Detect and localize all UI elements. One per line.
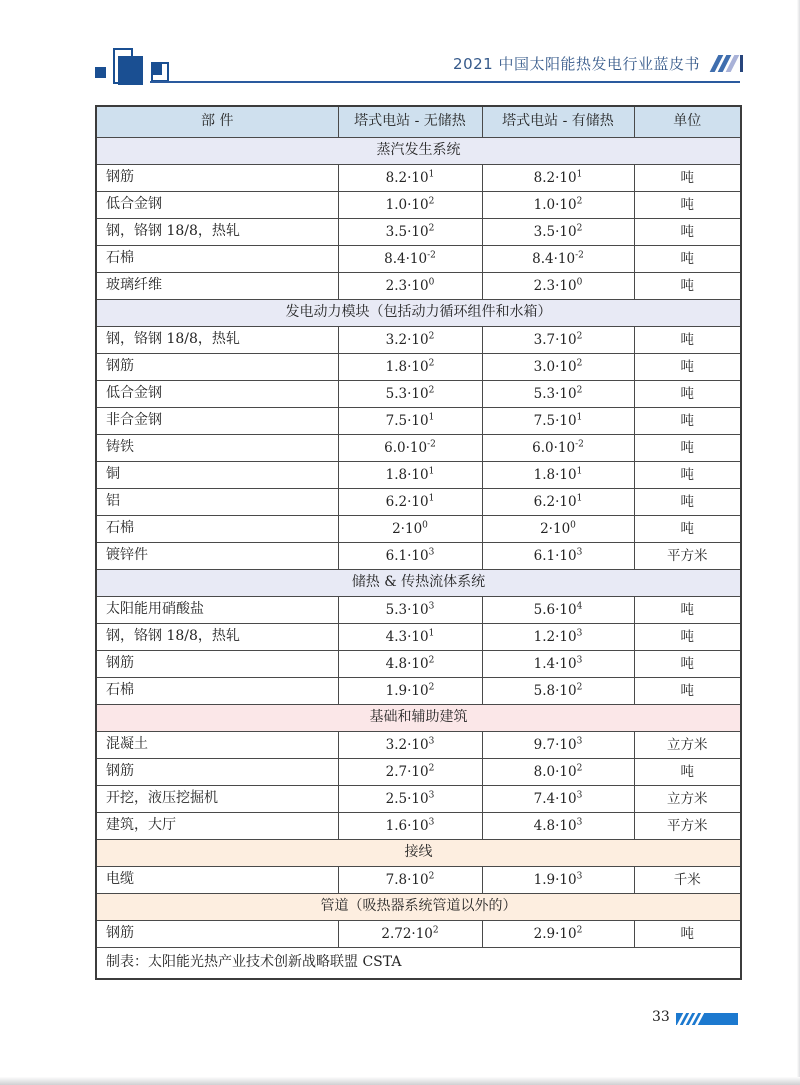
value-no-storage-cell: $8.2\cdot 10^1$ — [338, 165, 482, 192]
unit-cell: 吨 — [634, 678, 741, 705]
value-with-storage-cell: $2.3\cdot 10^0$ — [482, 273, 634, 300]
value-no-storage-cell: $2\cdot 10^0$ — [338, 516, 482, 543]
section-header: 蒸汽发生系统 — [96, 138, 741, 165]
column-header: 塔式电站 - 无储热 — [338, 106, 482, 138]
scan-edge-bottom — [0, 1077, 800, 1085]
materials-table — [95, 105, 742, 980]
value-no-storage-cell: $1.8\cdot 10^1$ — [338, 462, 482, 489]
component-cell: 钢，铬钢 18/8，热轧 — [96, 219, 338, 246]
value-no-storage-cell: $1.6\cdot 10^3$ — [338, 813, 482, 840]
value-no-storage-cell: $7.8\cdot 10^2$ — [338, 867, 482, 894]
table-row — [96, 813, 741, 840]
page-number: 33 — [652, 1009, 670, 1025]
value-with-storage-cell: $8.2\cdot 10^1$ — [482, 165, 634, 192]
unit-cell: 吨 — [634, 489, 741, 516]
unit-cell: 吨 — [634, 759, 741, 786]
striped-bar-icon — [676, 1013, 738, 1025]
value-no-storage-cell: $8.4\cdot 10^{-2}$ — [338, 246, 482, 273]
table-row — [96, 435, 741, 462]
table-row — [96, 867, 741, 894]
header-right — [453, 53, 743, 74]
unit-cell: 吨 — [634, 327, 741, 354]
section-header: 储热 & 传热流体系统 — [96, 570, 741, 597]
unit-cell: 吨 — [634, 354, 741, 381]
value-with-storage-cell: $3.5\cdot 10^2$ — [482, 219, 634, 246]
table-row — [96, 219, 741, 246]
component-cell: 钢筋 — [96, 354, 338, 381]
table-row — [96, 273, 741, 300]
credit-row — [96, 948, 741, 980]
credit-cell: 制表：太阳能光热产业技术创新战略联盟 CSTA — [96, 948, 741, 980]
unit-cell: 吨 — [634, 435, 741, 462]
value-with-storage-cell: $7.5\cdot 10^1$ — [482, 408, 634, 435]
table-body — [96, 138, 741, 948]
section-band-row — [96, 570, 741, 597]
value-no-storage-cell: $3.5\cdot 10^2$ — [338, 219, 482, 246]
table-row — [96, 759, 741, 786]
component-cell: 钢筋 — [96, 165, 338, 192]
table-row — [96, 489, 741, 516]
component-cell: 钢筋 — [96, 651, 338, 678]
column-header: 塔式电站 - 有储热 — [482, 106, 634, 138]
value-with-storage-cell: $8.4\cdot 10^{-2}$ — [482, 246, 634, 273]
value-with-storage-cell: $1.0\cdot 10^2$ — [482, 192, 634, 219]
component-cell: 建筑，大厅 — [96, 813, 338, 840]
section-band-row — [96, 138, 741, 165]
value-with-storage-cell: $5.8\cdot 10^2$ — [482, 678, 634, 705]
table-row — [96, 597, 741, 624]
table-row — [96, 543, 741, 570]
component-cell: 非合金钢 — [96, 408, 338, 435]
unit-cell: 吨 — [634, 624, 741, 651]
section-header: 基础和辅助建筑 — [96, 705, 741, 732]
value-with-storage-cell: $3.7\cdot 10^2$ — [482, 327, 634, 354]
value-with-storage-cell: $4.8\cdot 10^3$ — [482, 813, 634, 840]
section-band-row — [96, 840, 741, 867]
value-no-storage-cell: $2.72\cdot 10^2$ — [338, 921, 482, 948]
value-no-storage-cell: $3.2\cdot 10^2$ — [338, 327, 482, 354]
unit-cell: 平方米 — [634, 543, 741, 570]
value-with-storage-cell: $6.2\cdot 10^1$ — [482, 489, 634, 516]
value-with-storage-cell: $3.0\cdot 10^2$ — [482, 354, 634, 381]
component-cell: 铜 — [96, 462, 338, 489]
unit-cell: 吨 — [634, 381, 741, 408]
value-with-storage-cell: $9.7\cdot 10^3$ — [482, 732, 634, 759]
table-row — [96, 381, 741, 408]
unit-cell: 吨 — [634, 462, 741, 489]
table-row — [96, 921, 741, 948]
component-cell: 开挖，液压挖掘机 — [96, 786, 338, 813]
unit-cell: 吨 — [634, 408, 741, 435]
section-band-row — [96, 894, 741, 921]
unit-cell: 吨 — [634, 597, 741, 624]
table-row — [96, 246, 741, 273]
table-row — [96, 408, 741, 435]
component-cell: 铝 — [96, 489, 338, 516]
component-cell: 铸铁 — [96, 435, 338, 462]
section-band-row — [96, 705, 741, 732]
value-no-storage-cell: $6.2\cdot 10^1$ — [338, 489, 482, 516]
value-with-storage-cell: $1.8\cdot 10^1$ — [482, 462, 634, 489]
table-row — [96, 516, 741, 543]
component-cell: 混凝土 — [96, 732, 338, 759]
table-row — [96, 165, 741, 192]
value-with-storage-cell: $6.0\cdot 10^{-2}$ — [482, 435, 634, 462]
value-no-storage-cell: $2.3\cdot 10^0$ — [338, 273, 482, 300]
component-cell: 低合金钢 — [96, 381, 338, 408]
value-with-storage-cell: $5.6\cdot 10^4$ — [482, 597, 634, 624]
value-with-storage-cell: $5.3\cdot 10^2$ — [482, 381, 634, 408]
header-rule — [150, 81, 740, 83]
value-with-storage-cell: $2\cdot 10^0$ — [482, 516, 634, 543]
component-cell: 石棉 — [96, 678, 338, 705]
table-row — [96, 651, 741, 678]
table-header-row — [96, 106, 741, 138]
component-cell: 低合金钢 — [96, 192, 338, 219]
component-cell: 钢，铬钢 18/8，热轧 — [96, 624, 338, 651]
value-no-storage-cell: $4.3\cdot 10^1$ — [338, 624, 482, 651]
value-no-storage-cell: $1.0\cdot 10^2$ — [338, 192, 482, 219]
value-no-storage-cell: $2.5\cdot 10^3$ — [338, 786, 482, 813]
unit-cell: 吨 — [634, 165, 741, 192]
unit-cell: 千米 — [634, 867, 741, 894]
logo-square-large-icon — [118, 56, 143, 85]
logo-squares-icon — [90, 45, 180, 93]
table-row — [96, 786, 741, 813]
table-row — [96, 354, 741, 381]
unit-cell: 立方米 — [634, 732, 741, 759]
table-row — [96, 732, 741, 759]
value-no-storage-cell: $5.3\cdot 10^3$ — [338, 597, 482, 624]
value-with-storage-cell: $6.1\cdot 10^3$ — [482, 543, 634, 570]
unit-cell: 平方米 — [634, 813, 741, 840]
value-with-storage-cell: $1.4\cdot 10^3$ — [482, 651, 634, 678]
triple-slash-icon — [710, 55, 743, 72]
value-no-storage-cell: $2.7\cdot 10^2$ — [338, 759, 482, 786]
value-with-storage-cell: $7.4\cdot 10^3$ — [482, 786, 634, 813]
section-band-row — [96, 300, 741, 327]
table-row — [96, 192, 741, 219]
unit-cell: 立方米 — [634, 786, 741, 813]
table-row — [96, 624, 741, 651]
component-cell: 镀锌件 — [96, 543, 338, 570]
page-title: 2021 中国太阳能热发电行业蓝皮书 — [453, 55, 700, 73]
value-no-storage-cell: $4.8\cdot 10^2$ — [338, 651, 482, 678]
section-header: 接线 — [96, 840, 741, 867]
unit-cell: 吨 — [634, 273, 741, 300]
value-no-storage-cell: $7.5\cdot 10^1$ — [338, 408, 482, 435]
table-row — [96, 327, 741, 354]
unit-cell: 吨 — [634, 246, 741, 273]
component-cell: 石棉 — [96, 516, 338, 543]
table-row — [96, 678, 741, 705]
unit-cell: 吨 — [634, 651, 741, 678]
value-with-storage-cell: $8.0\cdot 10^2$ — [482, 759, 634, 786]
value-no-storage-cell: $1.9\cdot 10^2$ — [338, 678, 482, 705]
component-cell: 钢筋 — [96, 921, 338, 948]
value-with-storage-cell: $1.9\cdot 10^3$ — [482, 867, 634, 894]
page-footer — [0, 1006, 800, 1030]
column-header: 单位 — [634, 106, 741, 138]
component-cell: 玻璃纤维 — [96, 273, 338, 300]
component-cell: 钢筋 — [96, 759, 338, 786]
value-no-storage-cell: $6.1\cdot 10^3$ — [338, 543, 482, 570]
column-header: 部 件 — [96, 106, 338, 138]
value-no-storage-cell: $5.3\cdot 10^2$ — [338, 381, 482, 408]
value-with-storage-cell: $2.9\cdot 10^2$ — [482, 921, 634, 948]
value-no-storage-cell: $1.8\cdot 10^2$ — [338, 354, 482, 381]
value-no-storage-cell: $6.0\cdot 10^{-2}$ — [338, 435, 482, 462]
component-cell: 石棉 — [96, 246, 338, 273]
value-no-storage-cell: $3.2\cdot 10^3$ — [338, 732, 482, 759]
component-cell: 电缆 — [96, 867, 338, 894]
logo-square-tiny-icon — [152, 63, 162, 75]
component-cell: 太阳能用硝酸盐 — [96, 597, 338, 624]
section-header: 管道（吸热器系统管道以外的） — [96, 894, 741, 921]
unit-cell: 吨 — [634, 921, 741, 948]
table-row — [96, 462, 741, 489]
section-header: 发电动力模块（包括动力循环组件和水箱） — [96, 300, 741, 327]
value-with-storage-cell: $1.2\cdot 10^3$ — [482, 624, 634, 651]
unit-cell: 吨 — [634, 516, 741, 543]
unit-cell: 吨 — [634, 192, 741, 219]
logo-square-small-icon — [95, 67, 106, 78]
component-cell: 钢，铬钢 18/8，热轧 — [96, 327, 338, 354]
unit-cell: 吨 — [634, 219, 741, 246]
